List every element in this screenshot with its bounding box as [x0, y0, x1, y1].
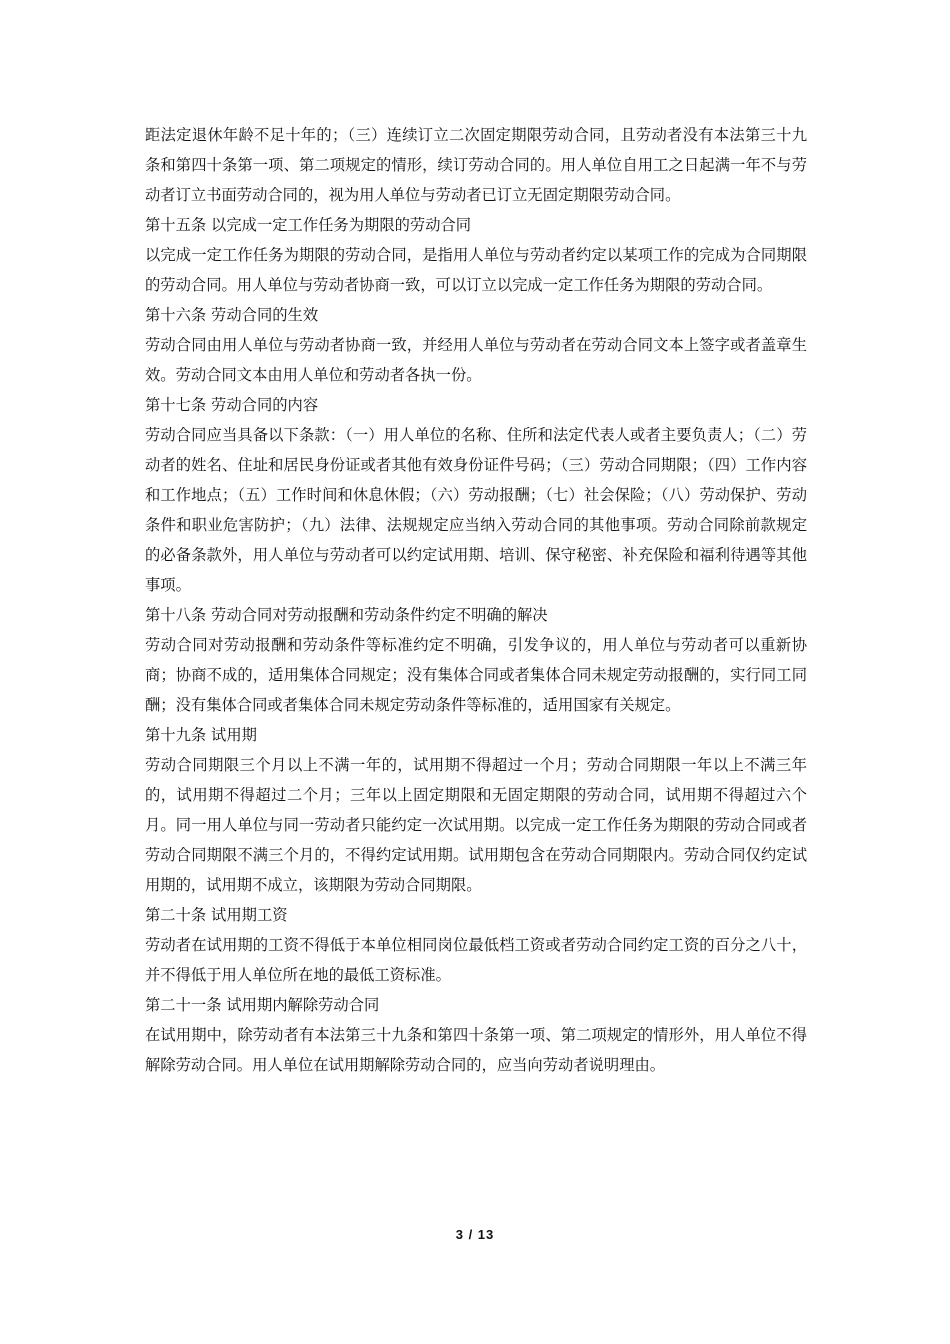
paragraph: 劳动者在试用期的工资不得低于本单位相同岗位最低档工资或者劳动合同约定工资的百分之八十，并不得低于用人单位所在地的最低工资标准。 [145, 936, 807, 984]
article-heading: 第十五条 以完成一定工作任务为期限的劳动合同 [145, 216, 472, 234]
article-heading: 第十八条 劳动合同对劳动报酬和劳动条件约定不明确的解决 [145, 606, 548, 624]
document-body [145, 120, 807, 1080]
article-heading: 第十九条 试用期 [145, 726, 257, 744]
article-heading: 第二十一条 试用期内解除劳动合同 [145, 996, 380, 1014]
paragraph: 劳动合同对劳动报酬和劳动条件等标准约定不明确，引发争议的，用人单位与劳动者可以重新协商；协商不成的，适用集体合同规定；没有集体合同或者集体合同未规定劳动报酬的，实行同工同酬；没有集体合同或者集体合同未规定劳动条件等标准的，适用国家有关规定。 [145, 636, 807, 714]
paragraph: 以完成一定工作任务为期限的劳动合同，是指用人单位与劳动者约定以某项工作的完成为合同期限的劳动合同。用人单位与劳动者协商一致，可以订立以完成一定工作任务为期限的劳动合同。 [145, 246, 807, 294]
paragraph: 劳动合同由用人单位与劳动者协商一致，并经用人单位与劳动者在劳动合同文本上签字或者盖章生效。劳动合同文本由用人单位和劳动者各执一份。 [145, 336, 807, 384]
article-heading: 第二十条 试用期工资 [145, 906, 288, 924]
article-heading: 第十六条 劳动合同的生效 [145, 306, 319, 324]
paragraph: 劳动合同期限三个月以上不满一年的，试用期不得超过一个月；劳动合同期限一年以上不满三年的，试用期不得超过二个月；三年以上固定期限和无固定期限的劳动合同，试用期不得超过六个月。同一用人单位与同一劳动者只能约定一次试用期。以完成一定工作任务为期限的劳动合同或者劳动合同期限不满三个月的，不得约定试用期。试用期包含在劳动合同期限内。劳动合同仅约定试用期的，试用期不成立，该期限为劳动合同期限。 [145, 756, 807, 894]
paragraph: 距法定退休年龄不足十年的；（三）连续订立二次固定期限劳动合同，且劳动者没有本法第三十九条和第四十条第一项、第二项规定的情形，续订劳动合同的。用人单位自用工之日起满一年不与劳动者订立书面劳动合同的，视为用人单位与劳动者已订立无固定期限劳动合同。 [145, 126, 807, 204]
article-heading: 第十七条 劳动合同的内容 [145, 396, 319, 414]
page-number: 3 / 13 [455, 1227, 495, 1242]
paragraph: 劳动合同应当具备以下条款：（一）用人单位的名称、住所和法定代表人或者主要负责人；（二）劳动者的姓名、住址和居民身份证或者其他有效身份证件号码；（三）劳动合同期限；（四）工作内容和工作地点；（五）工作时间和休息休假；（六）劳动报酬；（七）社会保险；（八）劳动保护、劳动条件和职业危害防护；（九）法律、法规规定应当纳入劳动合同的其他事项。劳动合同除前款规定的必备条款外，用人单位与劳动者可以约定试用期、培训、保守秘密、补充保险和福利待遇等其他事项。 [145, 426, 807, 594]
paragraph: 在试用期中，除劳动者有本法第三十九条和第四十条第一项、第二项规定的情形外，用人单位不得解除劳动合同。用人单位在试用期解除劳动合同的，应当向劳动者说明理由。 [145, 1026, 807, 1074]
